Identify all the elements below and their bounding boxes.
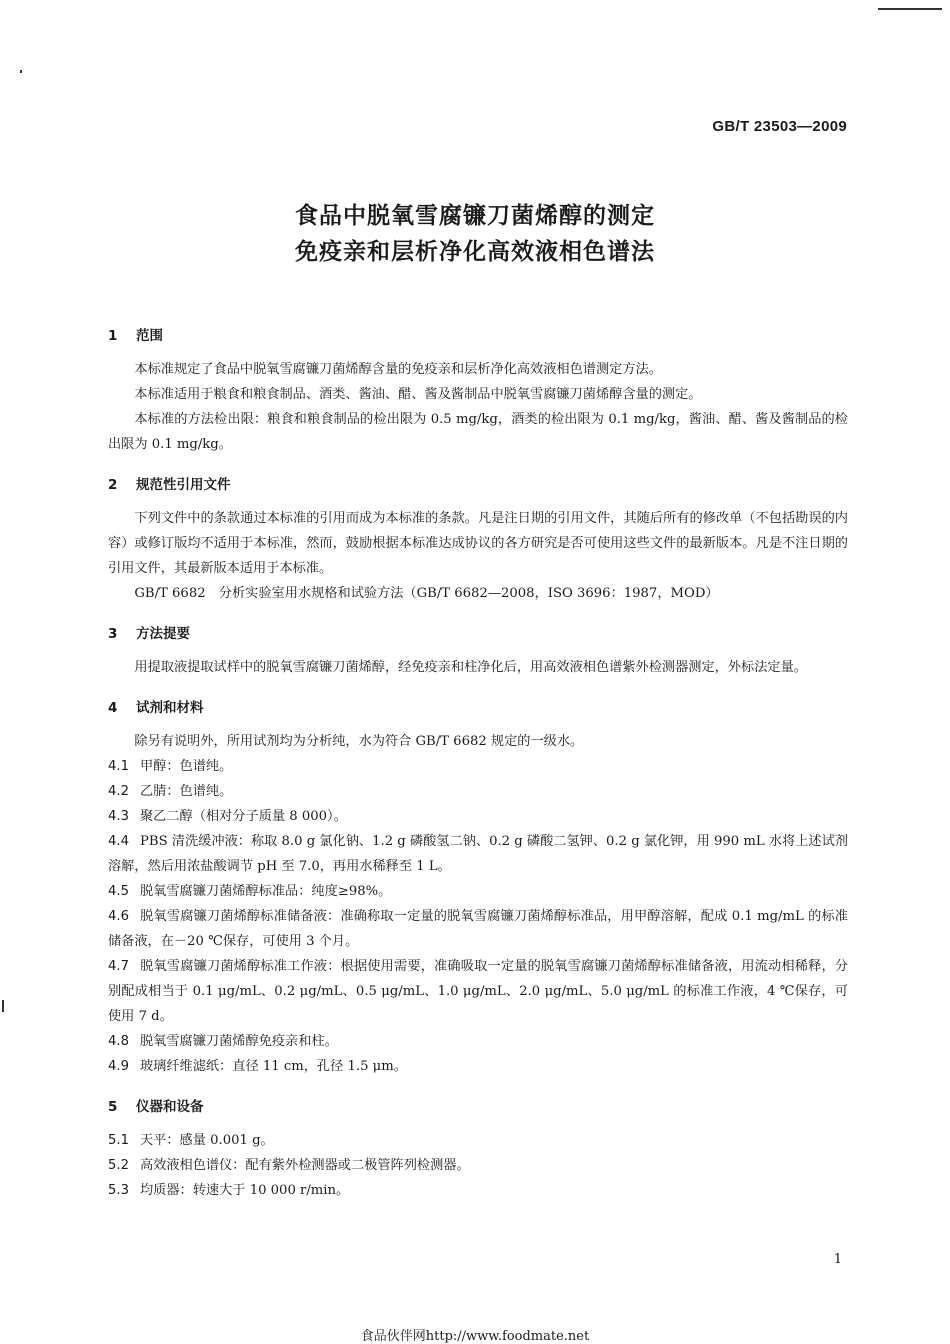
- section-heading-reagents: 4 试剂和材料: [108, 700, 204, 716]
- reference-entry: GB/T 6682 分析实验室用水规格和试验方法（GB/T 6682—2008，ISO 3696：1987，MOD）: [134, 586, 719, 601]
- watermark-footer: 食品伙伴网http://www.foodmate.net: [360, 1329, 590, 1344]
- document-title: [0, 198, 950, 270]
- standard-code: GB/T 23503—2009: [712, 118, 847, 135]
- clause-item: 4.8 脱氧雪腐镰刀菌烯醇免疫亲和柱。: [108, 1034, 338, 1049]
- scan-mark: [878, 8, 942, 10]
- paragraph: 用提取液提取试样中的脱氧雪腐镰刀菌烯醇，经免疫亲和柱净化后，用高效液相色谱紫外检测器测定，外标法定量。: [134, 660, 807, 675]
- clause-item: 5.2 高效液相色谱仪：配有紫外检测器或二极管阵列检测器。: [108, 1158, 470, 1173]
- document-body: [108, 318, 848, 1203]
- section-heading-scope: 1 范围: [108, 328, 163, 344]
- clause-item: 4.1 甲醇：色谱纯。: [108, 759, 233, 774]
- clause-item: 4.4 PBS 清洗缓冲液：称取 8.0 g 氯化钠、1.2 g 磷酸氢二钠、0.2 g 磷酸二氢钾、0.2 g 氯化钾，用 990 mL 水将上述试剂溶解，然后用浓盐酸调节 pH 至 7.0，再用水稀释至 1 L。: [108, 834, 848, 874]
- paragraph: 本标准的方法检出限：粮食和粮食制品的检出限为 0.5 mg/kg，酒类的检出限为 0.1 mg/kg，酱油、醋、酱及酱制品的检出限为 0.1 mg/kg。: [108, 412, 848, 452]
- section-heading-apparatus: 5 仪器和设备: [108, 1099, 204, 1115]
- clause-item: 4.5 脱氧雪腐镰刀菌烯醇标准品：纯度≥98%。: [108, 884, 392, 899]
- section-heading-references: 2 规范性引用文件: [108, 477, 231, 493]
- paragraph: 本标准适用于粮食和粮食制品、酒类、酱油、醋、酱及酱制品中脱氧雪腐镰刀菌烯醇含量的测定。: [134, 387, 702, 402]
- paragraph: 本标准规定了食品中脱氧雪腐镰刀菌烯醇含量的免疫亲和层析净化高效液相色谱测定方法。: [134, 362, 662, 377]
- title-line-2: 免疫亲和层析净化高效液相色谱法: [295, 239, 655, 265]
- section-heading-method: 3 方法提要: [108, 626, 190, 642]
- title-line-1: 食品中脱氧雪腐镰刀菌烯醇的测定: [295, 203, 655, 229]
- paragraph: 下列文件中的条款通过本标准的引用而成为本标准的条款。凡是注日期的引用文件，其随后所有的修改单（不包括勘误的内容）或修订版均不适用于本标准，然而，鼓励根据本标准达成协议的各方研究是否可使用这些文件的最新版本。凡是不注日期的引用文件，其最新版本适用于本标准。: [108, 511, 848, 576]
- scan-mark: [2, 1000, 4, 1012]
- paragraph: 除另有说明外，所用试剂均为分析纯，水为符合 GB/T 6682 规定的一级水。: [134, 734, 584, 749]
- clause-item: 5.3 均质器：转速大于 10 000 r/min。: [108, 1183, 350, 1198]
- clause-item: 4.2 乙腈：色谱纯。: [108, 784, 233, 799]
- page-number: 1: [833, 1252, 842, 1267]
- clause-item: 4.3 聚乙二醇（相对分子质量 8 000）。: [108, 809, 347, 824]
- clause-item: 4.6 脱氧雪腐镰刀菌烯醇标准储备液：准确称取一定量的脱氧雪腐镰刀菌烯醇标准品，用甲醇溶解，配成 0.1 mg/mL 的标准储备液，在－20 ℃保存，可使用 3 个月。: [108, 909, 848, 949]
- clause-item: 4.9 玻璃纤维滤纸：直径 11 cm，孔径 1.5 μm。: [108, 1059, 407, 1074]
- clause-item: 5.1 天平：感量 0.001 g。: [108, 1133, 274, 1148]
- clause-item: 4.7 脱氧雪腐镰刀菌烯醇标准工作液：根据使用需要，准确吸取一定量的脱氧雪腐镰刀菌烯醇标准储备液，用流动相稀释，分别配成相当于 0.1 μg/mL、0.2 μg/mL、0.5 μg/mL、1.0 μg/mL、2.0 μg/mL、5.0 μg/mL 的标准工作液，4 ℃保存，可使用 7 d。: [108, 959, 848, 1024]
- scan-mark: [20, 70, 22, 73]
